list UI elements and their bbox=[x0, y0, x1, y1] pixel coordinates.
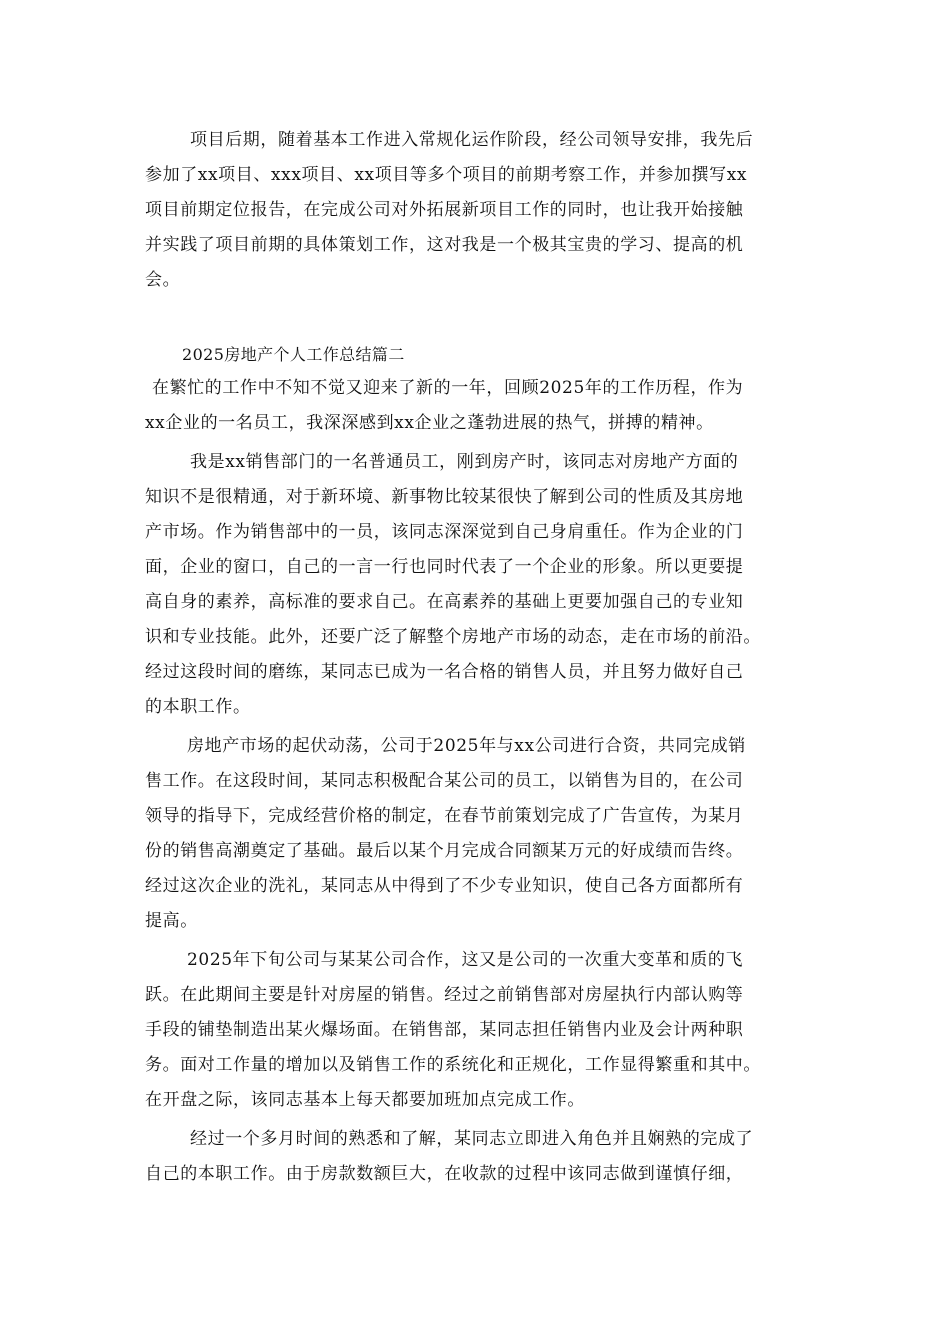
text-line: 经过这段时间的磨练，某同志已成为一名合格的销售人员，并且努力做好自己 bbox=[145, 662, 744, 682]
text-line: 经过这次企业的洗礼，某同志从中得到了不少专业知识，使自己各方面都所有 bbox=[145, 876, 744, 896]
text-line: 面，企业的窗口，自己的一言一行也同时代表了一个企业的形象。所以更要提 bbox=[145, 557, 744, 577]
text-line: 高自身的素养，高标准的要求自己。在高素养的基础上更要加强自己的专业知 bbox=[145, 592, 744, 612]
text-line: 手段的铺垫制造出某火爆场面。在销售部，某同志担任销售内业及会计两种职 bbox=[145, 1020, 744, 1040]
text-line: 的本职工作。 bbox=[145, 697, 251, 717]
text-line: 我是xx销售部门的一名普通员工，刚到房产时，该同志对房地产方面的 bbox=[190, 452, 739, 472]
text-line: 知识不是很精通，对于新环境、新事物比较某很快了解到公司的性质及其房地 bbox=[145, 487, 744, 507]
text-line: 识和专业技能。此外，还要广泛了解整个房地产市场的动态，走在市场的前沿。 bbox=[145, 627, 761, 647]
text-line: 2025年下旬公司与某某公司合作，这又是公司的一次重大变革和质的飞 bbox=[187, 950, 744, 970]
text-line: 份的销售高潮奠定了基础。最后以某个月完成合同额某万元的好成绩而告终。 bbox=[145, 841, 744, 861]
text-line: 跃。在此期间主要是针对房屋的销售。经过之前销售部对房屋执行内部认购等 bbox=[145, 985, 744, 1005]
text-line: 在繁忙的工作中不知不觉又迎来了新的一年，回顾2025年的工作历程，作为 bbox=[152, 378, 744, 398]
text-line: 领导的指导下，完成经营价格的制定，在春节前策划完成了广告宣传，为某月 bbox=[145, 806, 744, 826]
text-line: 自己的本职工作。由于房款数额巨大，在收款的过程中该同志做到谨慎仔细， bbox=[145, 1164, 744, 1184]
text-line: 在开盘之际，该同志基本上每天都要加班加点完成工作。 bbox=[145, 1090, 585, 1110]
text-line: 经过一个多月时间的熟悉和了解，某同志立即进入角色并且娴熟的完成了 bbox=[190, 1129, 754, 1149]
text-line: 并实践了项目前期的具体策划工作，这对我是一个极其宝贵的学习、提高的机 bbox=[145, 235, 744, 255]
text-line: 房地产市场的起伏动荡，公司于2025年与xx公司进行合资，共同完成销 bbox=[187, 736, 746, 756]
text-line: xx企业的一名员工，我深深感到xx企业之蓬勃进展的热气，拼搏的精神。 bbox=[145, 413, 714, 433]
text-line: 产市场。作为销售部中的一员，该同志深深觉到自己身肩重任。作为企业的门 bbox=[145, 522, 744, 542]
text-line: 售工作。在这段时间，某同志积极配合某公司的员工，以销售为目的，在公司 bbox=[145, 771, 744, 791]
section-heading: 2025房地产个人工作总结篇二 bbox=[182, 345, 405, 364]
text-line: 参加了xx项目、xxx项目、xx项目等多个项目的前期考察工作，并参加撰写xx bbox=[145, 165, 748, 185]
text-line: 项目前期定位报告，在完成公司对外拓展新项目工作的同时，也让我开始接触 bbox=[145, 200, 744, 220]
text-line: 会。 bbox=[145, 270, 181, 290]
text-line: 务。面对工作量的增加以及销售工作的系统化和正规化，工作显得繁重和其中。 bbox=[145, 1055, 761, 1075]
text-line: 项目后期，随着基本工作进入常规化运作阶段，经公司领导安排，我先后 bbox=[190, 130, 754, 150]
text-line: 提高。 bbox=[145, 911, 198, 931]
